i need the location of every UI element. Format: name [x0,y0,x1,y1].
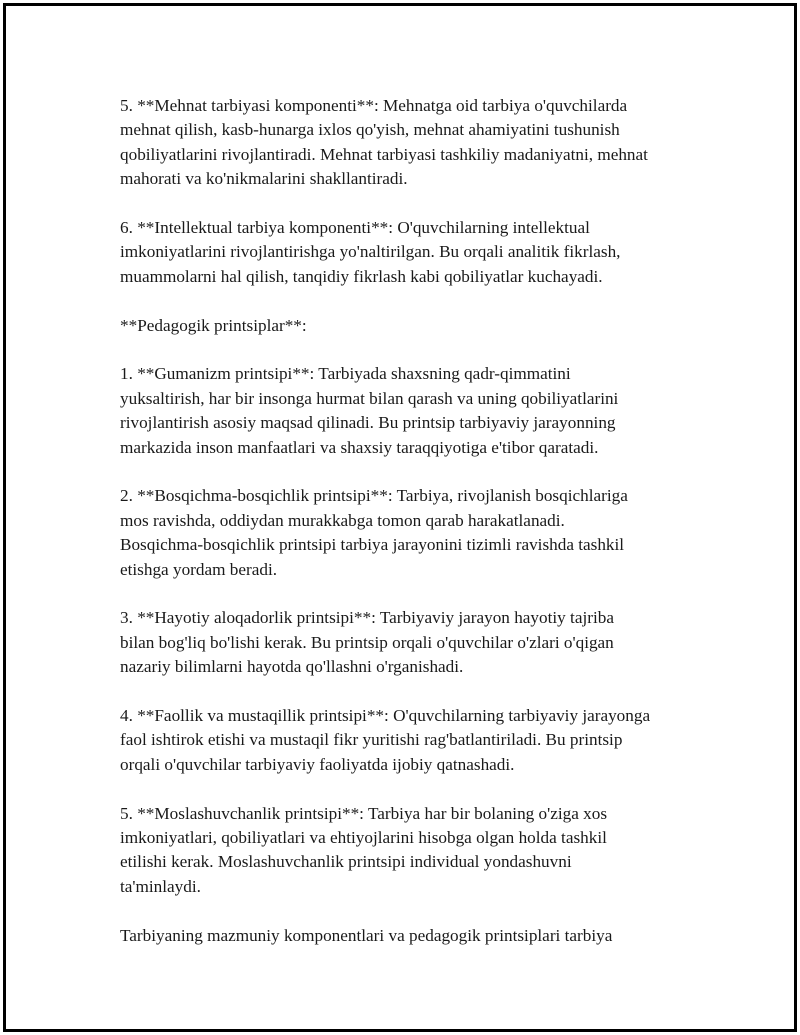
paragraph-faollik-mustaqillik: 4. **Faollik va mustaqillik printsipi**: O'quvchilarning tarbiyaviy jarayonga faol ishtirok etishi va mustaqil fikr yuritishi rag'batlantiriladi. Bu printsip orqali o'quvchilar tarbiyaviy faoliyatda ijobiy qatnashadi. [120,706,651,774]
document-body [120,94,700,948]
paragraph-gumanizm: 1. **Gumanizm printsipi**: Tarbiyada shaxsning qadr-qimmatini yuksaltirish, har bir insonga hurmat bilan qarash va uning qobiliyatlarini rivojlantirish asosiy maqsad qilinadi. Bu printsip tarbiyaviy jarayonning markazida inson manfaatlari va shaxsiy taraqqiyotiga e'tibor qaratadi. [120,364,619,457]
paragraph-conclusion: Tarbiyaning mazmuniy komponentlari va pedagogik printsiplari tarbiya [120,925,613,945]
document-page [3,3,797,1032]
paragraph-bosqichma-bosqichlik: 2. **Bosqichma-bosqichlik printsipi**: Tarbiya, rivojlanish bosqichlariga mos ravishda, oddiydan murakkabga tomon qarab harakatlanadi. Bosqichma-bosqichlik printsipi tarbiya jarayonini tizimli ravishda tashkil etishga yordam beradi. [120,486,628,579]
paragraph-intellektual-tarbiya: 6. **Intellektual tarbiya komponenti**: O'quvchilarning intellektual imkoniyatlarini rivojlantirishga yo'naltirilgan. Bu orqali analitik fikrlash, muammolarni hal qilish, tanqidiy fikrlash kabi qobiliyatlar kuchayadi. [120,218,621,286]
heading-pedagogik-printsiplar: **Pedagogik printsiplar**: [120,315,307,335]
paragraph-moslashuvchanlik: 5. **Moslashuvchanlik printsipi**: Tarbiya har bir bolaning o'ziga xos imkoniyatlari, qobiliyatlari va ehtiyojlarini hisobga olgan holda tashkil etilishi kerak. Moslashuvchanlik printsipi individual yondashuvni ta'minlaydi. [120,803,608,896]
paragraph-mehnat-tarbiyasi: 5. **Mehnat tarbiyasi komponenti**: Mehnatga oid tarbiya o'quvchilarda mehnat qilish, kasb-hunarga ixlos qo'yish, mehnat ahamiyatini tushunish qobiliyatlarini rivojlantiradi. Mehnat tarbiyasi tashkiliy madaniyatni, mehnat mahorati va ko'nikmalarini shakllantiradi. [120,96,648,189]
paragraph-hayotiy-aloqadorlik: 3. **Hayotiy aloqadorlik printsipi**: Tarbiyaviy jarayon hayotiy tajriba bilan bog'liq bo'lishi kerak. Bu printsip orqali o'quvchilar o'zlari o'qigan nazariy bilimlarni hayotda qo'llashni o'rganishadi. [120,608,614,677]
